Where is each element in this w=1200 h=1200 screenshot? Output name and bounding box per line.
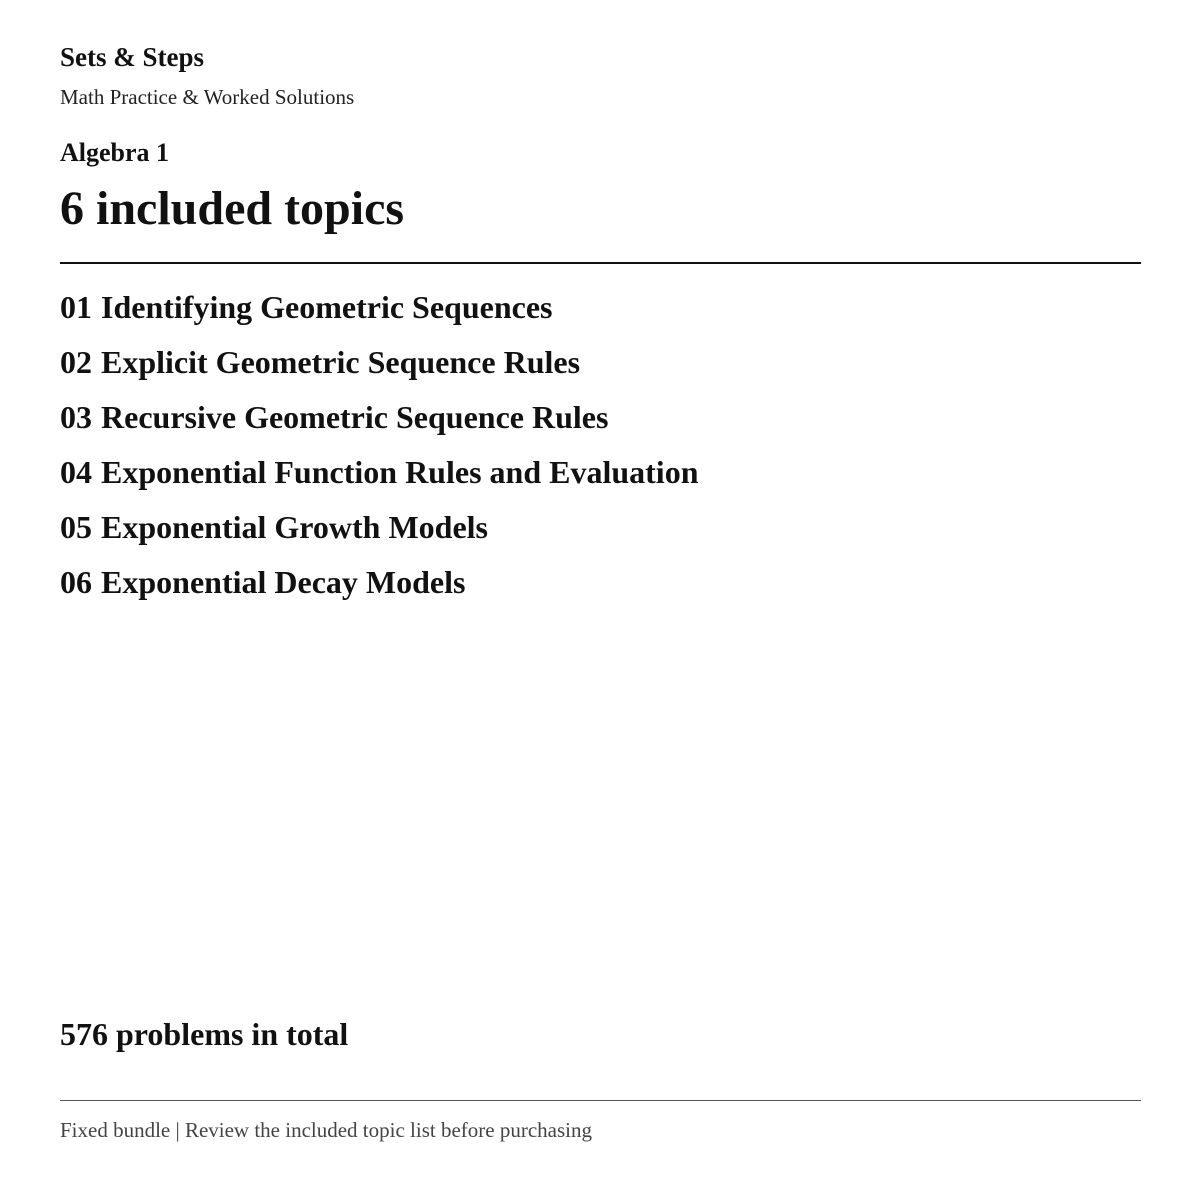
topic-number: 04 (60, 454, 92, 490)
course-title: Algebra 1 (60, 138, 170, 167)
topic-title: Exponential Function Rules and Evaluation (101, 454, 699, 490)
topic-item (60, 335, 698, 390)
bottom-divider (60, 1100, 1141, 1101)
topic-title: Exponential Growth Models (101, 509, 488, 545)
topic-item (60, 390, 698, 445)
topic-number: 01 (60, 289, 92, 325)
topic-title: Recursive Geometric Sequence Rules (101, 399, 609, 435)
topic-item (60, 500, 698, 555)
topic-title: Explicit Geometric Sequence Rules (101, 344, 581, 380)
problem-total: 576 problems in total (60, 1016, 349, 1052)
topic-number: 05 (60, 509, 92, 545)
topic-number: 06 (60, 564, 92, 600)
brand-name: Sets & Steps (60, 42, 205, 72)
topic-list (60, 280, 698, 610)
topics-headline: 6 included topics (60, 182, 405, 235)
topic-number: 03 (60, 399, 92, 435)
topic-item (60, 280, 698, 335)
footer-note: Fixed bundle | Review the included topic list before purchasing (60, 1118, 592, 1142)
top-divider (60, 262, 1141, 264)
topic-item (60, 555, 698, 610)
brand-tagline: Math Practice & Worked Solutions (60, 85, 355, 109)
topic-title: Exponential Decay Models (101, 564, 466, 600)
topic-number: 02 (60, 344, 92, 380)
topic-title: Identifying Geometric Sequences (101, 289, 553, 325)
topic-item (60, 445, 698, 500)
